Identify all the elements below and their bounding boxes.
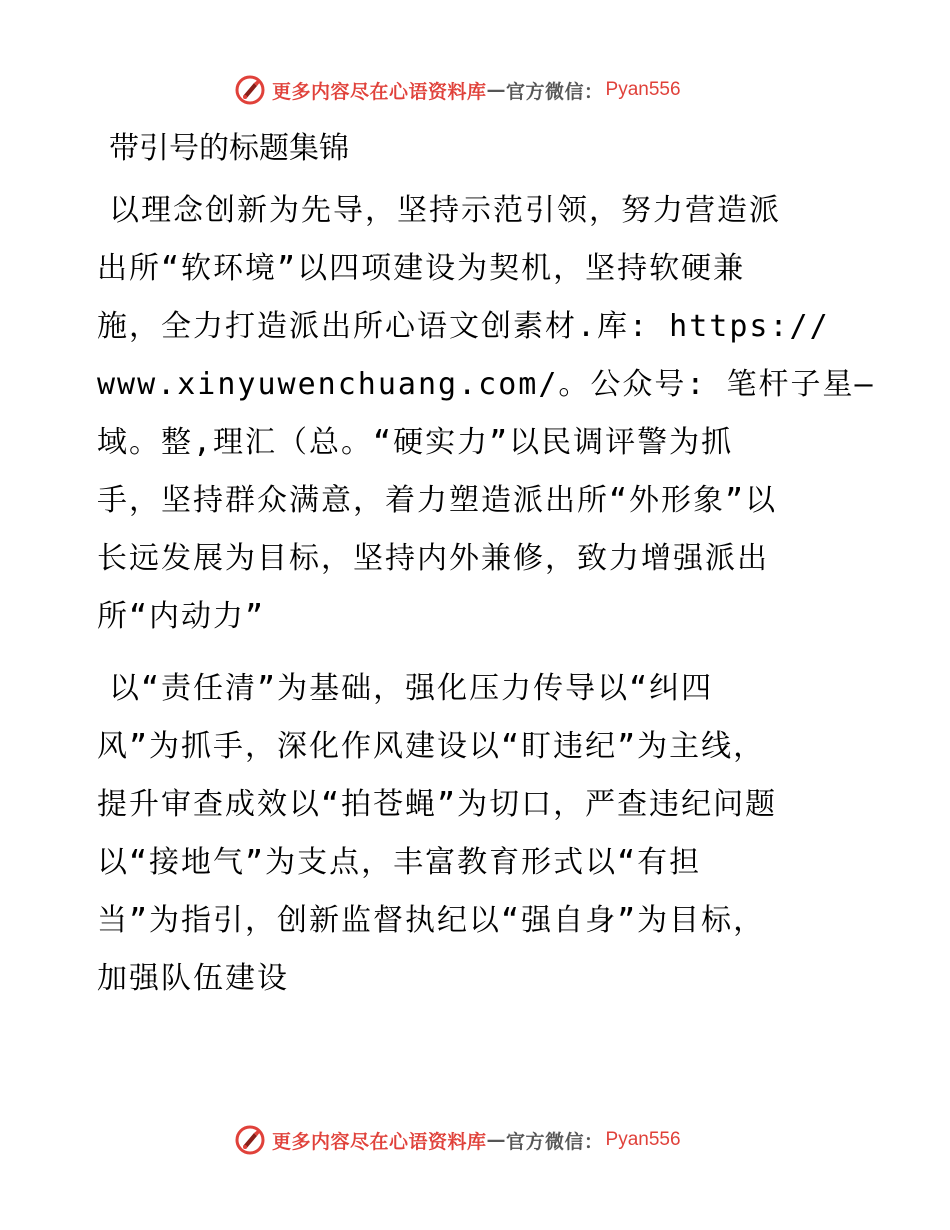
banner-wechat-label: 官方微信： xyxy=(506,80,604,103)
document-title: 带引号的标题集锦 xyxy=(109,131,349,166)
paragraph-line: www.xinyuwenchuang.com/。公众号: 笔杆子星— xyxy=(97,367,875,402)
paragraph-line: 长远发展为目标，坚持内外兼修，致力增强派出 xyxy=(97,541,769,576)
paragraph-line: 手，坚持群众满意，着力塑造派出所“外形象”以 xyxy=(97,483,778,518)
banner-dash: — xyxy=(486,79,507,101)
paragraph-line: 以“责任清”为基础，强化压力传导以“纠四 xyxy=(109,671,714,706)
paragraph-line: 域。整,理汇（总。“硬实力”以民调评警为抓 xyxy=(97,425,734,460)
paragraph-line: 以理念创新为先导，坚持示范引领，努力营造派 xyxy=(109,193,781,228)
paragraph-line: 当”为指引，创新监督执纪以“强自身”为目标， xyxy=(97,903,766,938)
banner-slogan: 更多内容尽在心语资料库 xyxy=(272,1130,487,1153)
brand-logo-icon xyxy=(234,1124,266,1156)
banner-dash: — xyxy=(486,1129,507,1151)
banner-wechat-label: 官方微信： xyxy=(506,1130,604,1153)
paragraph-line: 提升审查成效以“拍苍蝇”为切口，严查违纪问题 xyxy=(97,787,778,822)
header-banner xyxy=(234,72,681,108)
brand-logo-icon xyxy=(234,74,266,106)
paragraph-line: 施，全力打造派出所心语文创素材.库: https:// xyxy=(97,309,830,344)
paragraph-2 xyxy=(97,660,857,1008)
banner-wechat-id: Pyan556 xyxy=(605,1129,681,1150)
paragraph-line: 所“内动力” xyxy=(97,599,266,634)
footer-banner xyxy=(234,1122,681,1158)
paragraph-line: 风”为抓手，深化作风建设以“盯违纪”为主线， xyxy=(97,729,766,764)
paragraph-1 xyxy=(97,182,875,646)
paragraph-line: 加强队伍建设 xyxy=(97,961,289,996)
document-body xyxy=(97,120,875,1022)
banner-slogan: 更多内容尽在心语资料库 xyxy=(272,80,487,103)
paragraph-line: 以“接地气”为支点，丰富教育形式以“有担 xyxy=(97,845,702,880)
banner-wechat-id: Pyan556 xyxy=(605,79,681,100)
paragraph-line: 出所“软环境”以四项建设为契机，坚持软硬兼 xyxy=(97,251,746,286)
